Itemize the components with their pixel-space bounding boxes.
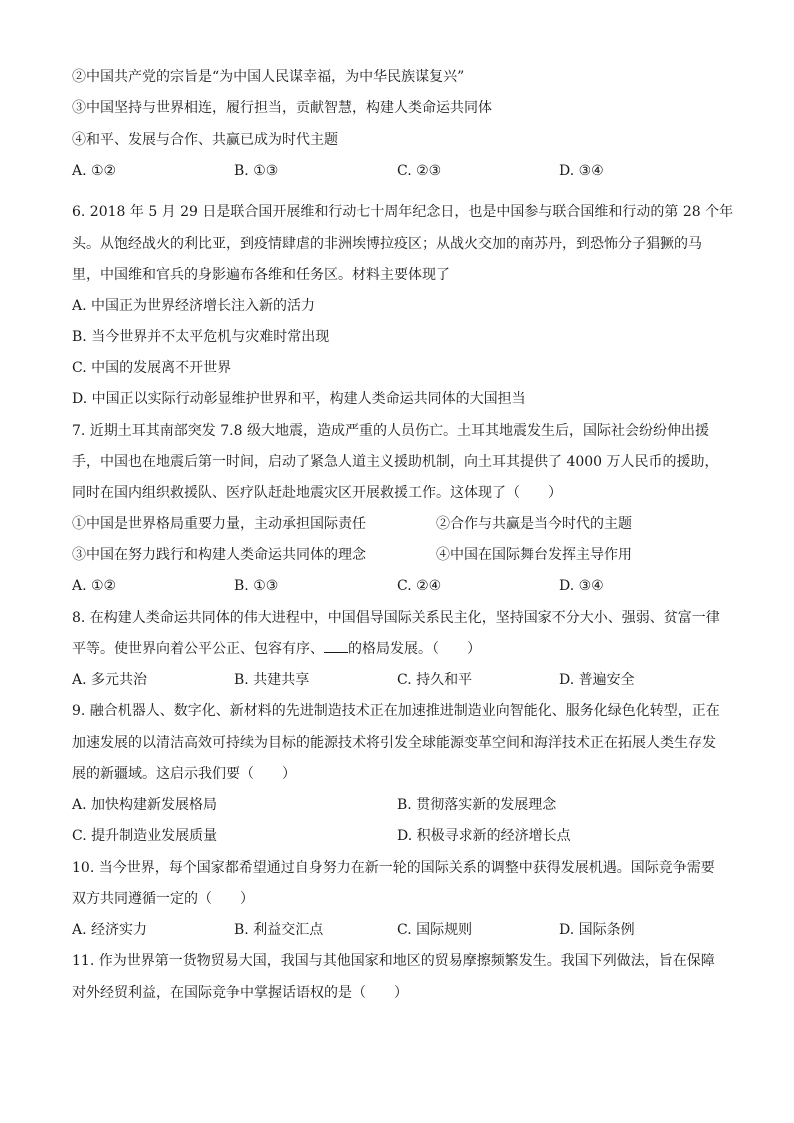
q9-stem-line-3: 展的新疆域。这启示我们要（ ） (72, 766, 296, 782)
q6-option-c: C. 中国的发展离不开世界 (72, 360, 232, 376)
q5-option-d: D. ③④ (559, 163, 604, 179)
q6-option-a: A. 中国正为世界经济增长注入新的活力 (72, 298, 316, 314)
q6-option-d: D. 中国正以实际行动彰显维护世界和平，构建人类命运共同体的大国担当 (72, 391, 526, 407)
q5-option-c: C. ②③ (397, 163, 442, 179)
q8-option-c: C. 持久和平 (397, 672, 473, 688)
q10-stem-line-1: 10. 当今世界，每个国家都希望通过自身努力在新一轮的国际关系的调整中获得发展机遇。国际竞争需要 (72, 860, 715, 876)
q8-stem-line-1: 8. 在构建人类命运共同体的伟大进程中，中国倡导国际关系民主化，坚持国家不分大小、强弱、贫富一律 (72, 610, 720, 626)
q7-stem-line-3: 同时在国内组织救援队、医疗队赶赴地震灾区开展救援工作。这体现了（ ） (72, 485, 562, 501)
q11-stem-line-1: 11. 作为世界第一货物贸易大国，我国与其他国家和地区的贸易摩擦频繁发生。我国下列做法，旨在保障 (72, 953, 715, 969)
q10-option-c: C. 国际规则 (397, 922, 473, 938)
q7-item-4: ④中国在国际舞台发挥主导作用 (436, 547, 632, 563)
fill-in-blank (324, 640, 348, 653)
q7-option-d: D. ③④ (559, 578, 604, 594)
q9-option-a: A. 加快构建新发展格局 (72, 797, 218, 813)
q7-option-b: B. ①③ (234, 578, 279, 594)
q7-item-2: ②合作与共赢是当今时代的主题 (436, 516, 632, 532)
q7-item-1: ①中国是世界格局重要力量，主动承担国际责任 (72, 516, 366, 532)
q10-stem-line-2: 双方共同遵循一定的（ ） (72, 891, 254, 907)
q7-option-c: C. ②④ (397, 578, 442, 594)
q10-option-b: B. 利益交汇点 (234, 922, 324, 938)
q8-stem-after-blank: 的格局发展。（ ） (348, 641, 481, 657)
q5-option-a: A. ①② (72, 163, 117, 179)
q5-item-2: ②中国共产党的宗旨是“为中国人民谋幸福，为中华民族谋复兴” (72, 69, 465, 85)
q7-item-3: ③中国在努力践行和构建人类命运共同体的理念 (72, 547, 366, 563)
q6-option-b: B. 当今世界并不太平危机与灾难时常出现 (72, 329, 330, 345)
q9-option-d: D. 积极寻求新的经济增长点 (397, 828, 571, 844)
q6-stem-line-1: 6. 2018 年 5 月 29 日是联合国开展维和行动七十周年纪念日，也是中国参与联合国维和行动的第 28 个年 (72, 204, 734, 220)
q5-item-4: ④和平、发展与合作、共赢已成为时代主题 (72, 132, 338, 148)
q9-option-b: B. 贯彻落实新的发展理念 (397, 797, 557, 813)
q8-option-d: D. 普遍安全 (559, 672, 635, 688)
q5-option-b: B. ①③ (234, 163, 279, 179)
q6-stem-line-2: 头。从饱经战火的利比亚，到疫情肆虐的非洲埃博拉疫区；从战火交加的南苏丹，到恐怖分子猖獗的马 (72, 236, 702, 252)
q7-option-a: A. ①② (72, 578, 117, 594)
q10-option-a: A. 经济实力 (72, 922, 148, 938)
q8-stem-before-blank: 平等。使世界向着公平公正、包容有序、 (72, 641, 324, 657)
q8-stem-line-2 (72, 639, 481, 659)
q9-stem-line-2: 加速发展的以清洁高效可持续为目标的能源技术将引发全球能源变革空间和海洋技术正在拓展人类生存发 (72, 735, 716, 751)
q5-item-3: ③中国坚持与世界相连，履行担当，贡献智慧，构建人类命运共同体 (72, 100, 492, 116)
q8-option-a: A. 多元共治 (72, 672, 148, 688)
q7-stem-line-2: 手，中国也在地震后第一时间，启动了紧急人道主义援助机制，向土耳其提供了 4000 万人民币的援助， (72, 454, 719, 470)
q9-stem-line-1: 9. 融合机器人、数字化、新材料的先进制造技术正在加速推进制造业向智能化、服务化绿色化转型，正在 (72, 703, 720, 719)
q6-stem-line-3: 里，中国维和官兵的身影遍布各维和任务区。材料主要体现了 (72, 267, 450, 283)
q10-option-d: D. 国际条例 (559, 922, 635, 938)
q7-stem-line-1: 7. 近期土耳其南部突发 7.8 级大地震，造成严重的人员伤亡。土耳其地震发生后，国际社会纷纷伸出援 (72, 423, 709, 439)
q8-option-b: B. 共建共享 (234, 672, 310, 688)
q11-stem-line-2: 对外经贸利益，在国际竞争中掌握话语权的是（ ） (72, 985, 408, 1001)
q9-option-c: C. 提升制造业发展质量 (72, 828, 218, 844)
